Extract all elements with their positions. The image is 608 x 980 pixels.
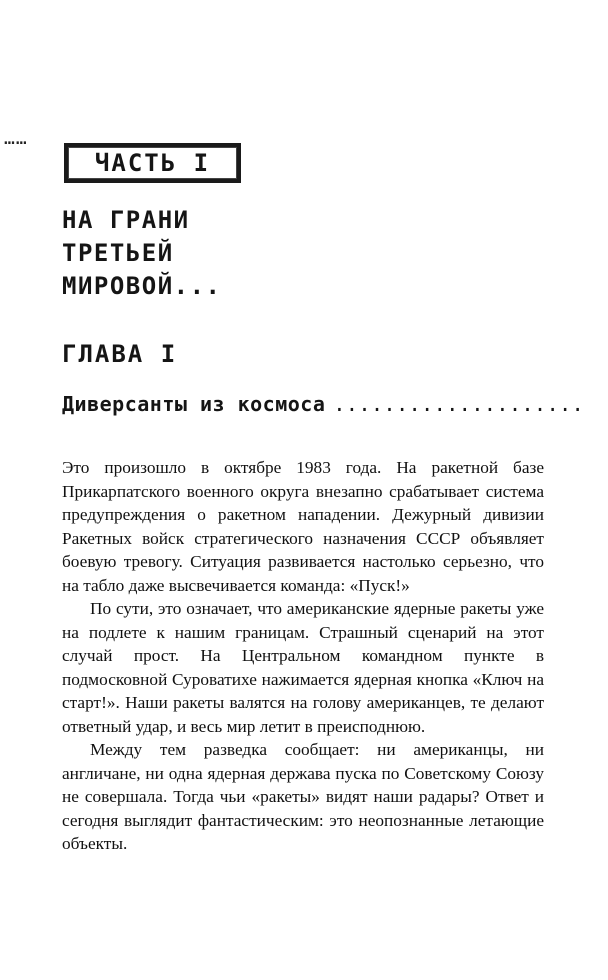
paragraph: Между тем разведка сообщает: ни американцы, ни англичане, ни одна ядерная держава пуска по Советскому Союзу не совершала. Тогда чьи «ракеты» видят наши радары? Ответ и сегодня выглядит фантастическим: это неопознанные летающие объекты. — [62, 740, 544, 853]
paragraph: По сути, это означает, что американские ядерные ракеты уже на подлете к нашим границам. Страшный сценарий на этот случай прост. На Центральном командном пункте в подмосковной Суроватихе нажимается ядерная кнопка «Ключ на старт!». Наши ракеты валятся на голову американцев, те делают ответный удар, и весь мир летит в преисподнюю. — [62, 599, 544, 736]
part-label: ЧАСТЬ I — [94, 149, 211, 177]
body-text — [62, 456, 544, 856]
paragraph: Это произошло в октябре 1983 года. На ракетной базе Прикарпатского военного округа внезапно срабатывает система предупреждения о ракетном нападении. Дежурный дивизии Ракетных войск стратегического назначения СССР объявляет боевую тревогу. Ситуация развивается настолько серьезно, что на табло даже высвечивается команда: «Пуск!» — [62, 458, 544, 595]
chapter-title-row — [62, 392, 608, 416]
part-title: НА ГРАНИ ТРЕТЬЕЙ МИРОВОЙ... — [62, 206, 222, 300]
decorative-leader-dots: …… — [4, 128, 28, 149]
chapter-title: Диверсанты из космоса — [62, 392, 326, 416]
chapter-title-leader-dots: .................... — [333, 392, 585, 416]
chapter-label: ГЛАВА I — [62, 340, 178, 368]
part-label-frame — [64, 143, 241, 183]
